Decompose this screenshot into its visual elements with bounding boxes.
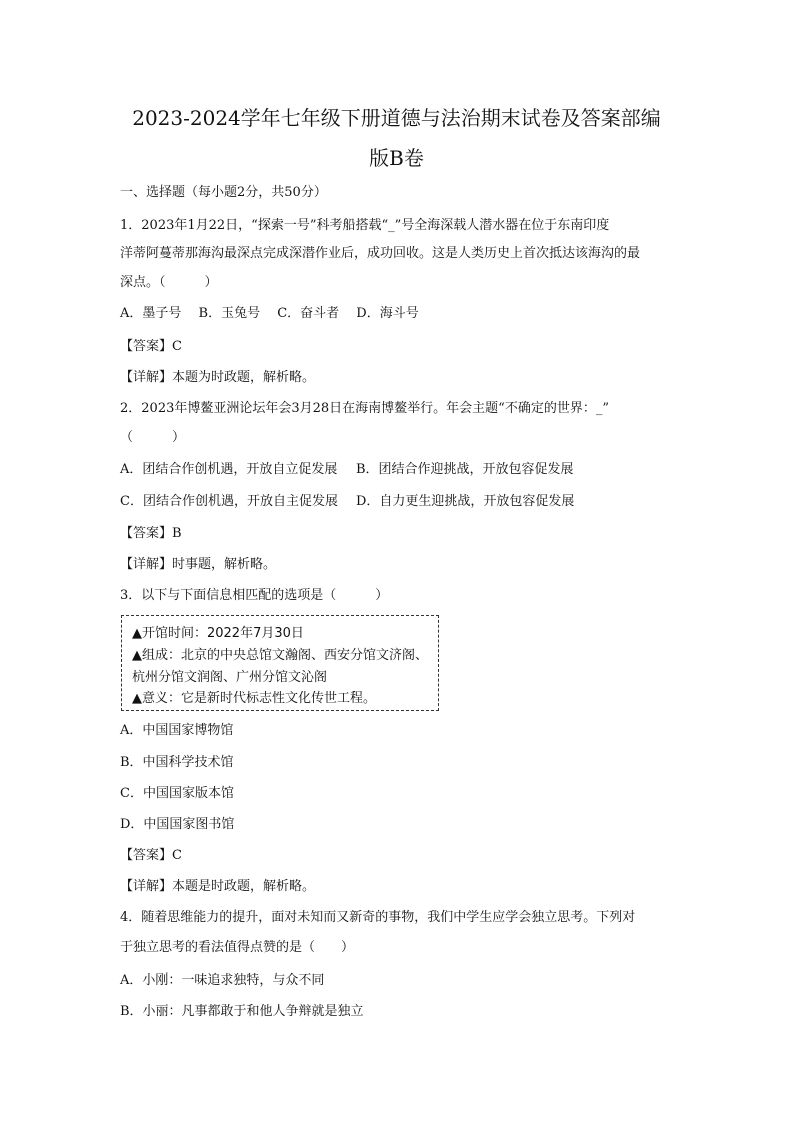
q3-stem: 3．以下与下面信息相匹配的选项是（ ） [120,588,389,603]
q3-explain: 【详解】本题是时政题，解析略。 [120,879,316,894]
q1-line: 洋蒂阿蔓蒂那海沟最深点完成深潜作业后，成功回收。这是人类历史上首次抵达该海沟的最 [120,246,641,261]
q2-line: 2．2023年博鳌亚洲论坛年会3月28日在海南博鳌举行。年会主题“不确定的世界：_” [120,401,609,416]
document-title: 2023-2024学年七年级下册道德与法治期末试卷及答案部编 [132,106,661,130]
q3-option: A．中国国家博物馆 [120,723,234,738]
q2-option-b: B．团结合作迎挑战，开放包容促发展 [356,462,574,477]
q3-info-box [121,615,439,711]
q2-answer: 【答案】B [120,526,182,541]
q1-line: 1．2023年1月22日，“探索一号”科考船搭载“_”号全海深载人潜水器在位于东南印度 [120,218,610,233]
q4-option: A．小刚：一味追求独特，与众不同 [120,973,325,988]
q4-option: B．小丽：凡事都敢于和他人争辩就是独立 [120,1004,364,1019]
q3-option: D．中国国家图书馆 [120,817,235,832]
document-title-cont: 版B卷 [369,146,424,170]
q1-line: 深点。（ ） [120,275,218,290]
q4-line: 于独立思考的看法值得点赞的是（ ） [120,940,355,955]
q1-options: A．墨子号 B．玉兔号 C．奋斗者 D．海斗号 [120,306,419,321]
section-heading: 一、选择题（每小题2分，共50分） [120,185,327,200]
info-line: 杭州分馆文润阁、广州分馆文沁阁 [132,670,328,685]
q2-explain: 【详解】时事题，解析略。 [120,557,277,572]
q3-option: B．中国科学技术馆 [120,755,234,770]
q2-option-d: D．自力更生迎挑战，开放包容促发展 [356,494,575,509]
q4-line: 4．随着思维能力的提升，面对未知而又新奇的事物，我们中学生应学会独立思考。下列对 [120,910,636,925]
q2-option-a: A．团结合作创机遇，开放自立促发展 [120,462,338,477]
q3-answer: 【答案】C [120,848,182,863]
q1-answer: 【答案】C [120,339,182,354]
q2-option-c: C．团结合作创机遇，开放自主促发展 [120,494,338,509]
info-line: ▲意义：它是新时代标志性文化传世工程。 [132,691,376,706]
q1-explain: 【详解】本题为时政题，解析略。 [120,370,316,385]
info-line: ▲开馆时间：2022年7月30日 [132,626,304,641]
info-line: ▲组成：北京的中央总馆文瀚阁、西安分馆文济阁、 [132,648,428,663]
q2-line: （ ） [120,430,186,445]
q3-option: C．中国国家版本馆 [120,786,234,801]
